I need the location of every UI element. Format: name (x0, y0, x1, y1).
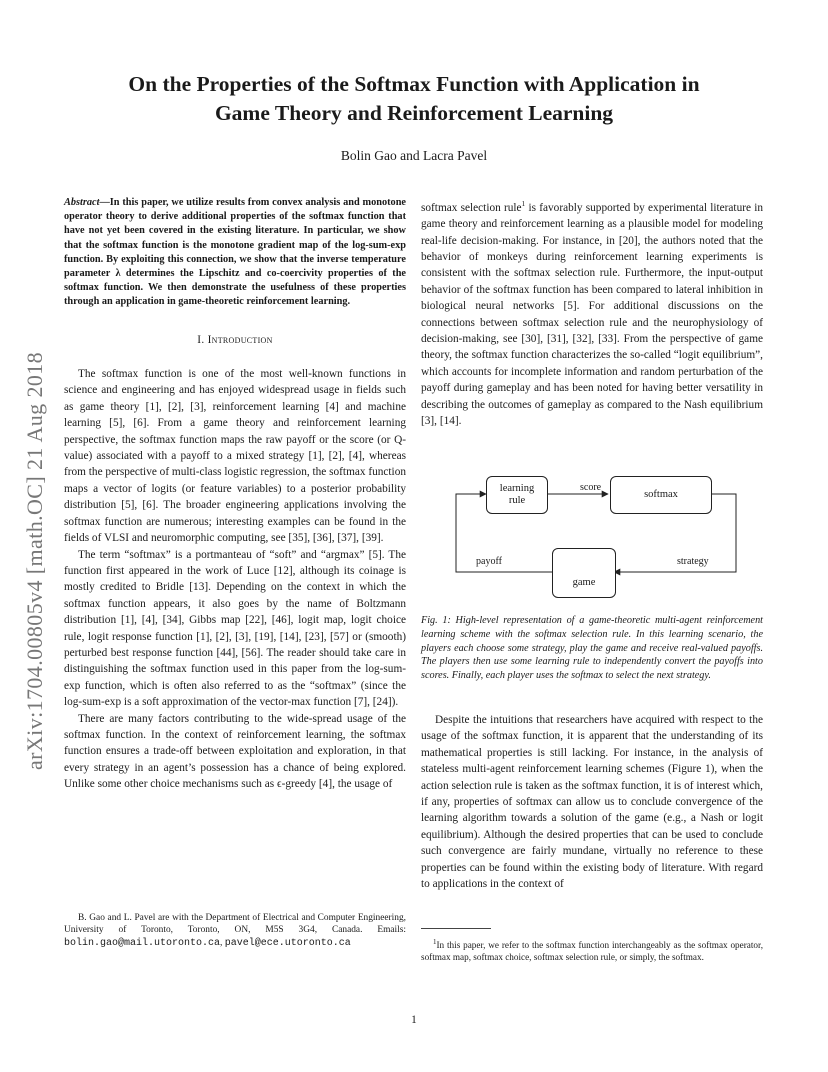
right-column-lower (421, 712, 763, 892)
authors: Bolin Gao and Lacra Pavel (340, 148, 488, 163)
email-separator: , (220, 937, 225, 948)
softmax-box: softmax (610, 476, 712, 514)
page-number: 1 (411, 1014, 417, 1026)
right-paragraph: Despite the intuitions that researchers have acquired with respect to the usage of the softmax function, it is apparent that the understanding of its mathematical properties is still lacking. For instance, in the analysis of stateless multi-agent reinforcement learning schemes (Figure 1), when the action selection rule is taken as the softmax function, it is of interest which, if any, properties of softmax can allow us to conclude convergence of the learning algorithm towards a solution of the game (e.g., a Nash or logit equilibrium). Although the desired properties that can be used to conclude such convergence are fairly mundane, virtually no reference to these properties can be found within the existing body of literature. With regard to applications in the context of (421, 714, 763, 891)
learning-rule-box (486, 476, 548, 514)
title-line-1: On the Properties of the Softmax Function with Application in (128, 72, 700, 96)
right-paragraph (421, 196, 763, 429)
footnote-mark[interactable]: 1 (521, 199, 526, 208)
learning-rule-line-1: learning (499, 483, 535, 494)
abstract (64, 196, 406, 310)
intro-paragraph: There are many factors contributing to the wide-spread usage of the softmax function. In the context of reinforcement learning, the softmax function ensures a trade-off between exploitation and exploration, in that every strategy in an agent’s possession has a chance of being explored. Unlike some other choice mechanisms such as ϵ-greedy [4], the usage of (64, 712, 406, 791)
learning-rule-line-2: rule (508, 495, 526, 506)
arxiv-identifier-stamp: arXiv:1704.00805v4 [math.OC] 21 Aug 2018 (22, 351, 47, 770)
intro-paragraph: The softmax function is one of the most well-known functions in science and engineering and has enjoyed widespread usage in fields such as game theory [1], [2], [3], reinforcement learning [4] and machine learning [5], [6]. From a game theory and reinforcement learning perspective, the softmax function maps the raw payoff or the score (or Q-value) associated with a payoff to a mixed strategy [1], [2], [4], whereas from the perspective of multi-class logistic regression, the softmax function maps a vector of logits (or feature variables) to a posterior probability distribution [5], [6]. The broader engineering applications involving the softmax function are numerous; interesting examples can be found in the fields of VLSI and neuromorphic computing, see [35], [36], [37], [39]. (64, 368, 406, 545)
section-title: Introduction (207, 333, 273, 346)
title-line-2: Game Theory and Reinforcement Learning (214, 101, 614, 125)
score-label: score (580, 482, 602, 493)
section-numeral: I. (197, 333, 208, 346)
right-text-start: softmax selection rule (421, 201, 522, 214)
footnote-number: 1 (433, 938, 437, 946)
game-label: game (572, 577, 596, 588)
section-heading-introduction (64, 332, 406, 348)
strategy-label: strategy (677, 556, 709, 567)
abstract-text: —In this paper, we utilize results from convex analysis and monotone operator theory to derive additional properties of the softmax function that have not yet been covered in the existing literature. In particular, we show that the softmax function is the monotone gradient map of the log-sum-exp function. By exploiting this connection, we show that the inverse temperature parameter λ determines the Lipschitz and co-coercivity properties of the softmax function. We then demonstrate the usefulness of these properties through an application in game-theoretic reinforcement learning. (64, 197, 406, 308)
paper-title (60, 70, 768, 128)
abstract-label: Abstract (64, 197, 100, 208)
payoff-label: payoff (476, 556, 502, 567)
email-link[interactable]: bolin.gao@mail.utoronto.ca (64, 937, 221, 949)
right-text-rest: is favorably supported by experimental literature in game theory and reinforcement learning as a plausible model for modeling real-life decision-making. For instance, in [20], the authors noted that the behavior of monkeys during reinforcement learning experiments is consistent with the softmax selection rule. Furthermore, the input-output behavior of the softmax function has been compared to lateral inhibition in biological neural networks [5]. For additional discussions on the connections between softmax selection rule and the neurophysiology of decision-making, see [30], [31], [32], [33]. From the perspective of game theory, the softmax function characterizes the so-called “logit equilibrium”, which accounts for incomplete information and random perturbation of the payoff during gameplay and has been noted for having better versatility in describing the outcomes of gameplay as compared to the Nash equilibrium [3], [14]. (421, 201, 763, 428)
email-link[interactable]: pavel@ece.utoronto.ca (224, 937, 351, 949)
figure-1-diagram (436, 462, 756, 602)
author-affiliation-footnote (64, 912, 406, 950)
left-column (64, 196, 406, 793)
affiliation-text: B. Gao and L. Pavel are with the Department of Electrical and Computer Engineering, University of Toronto, Toronto, ON, M5S 3G4, Canada. Emails: (64, 913, 406, 936)
intro-paragraph: The term “softmax” is a portmanteau of “soft” and “argmax” [5]. The function first appeared in the work of Luce [12], although its coinage is mostly credited to Bridle [13]. Depending on the context in which the softmax function appears, it also goes by the name of Boltzmann distribution [1], [4], [34], Gibbs map [22], [46], logit map, logit choice rule, logit response function [1], [2], [3], [19], [14], [23], [57] or (smooth) perturbed best response function [44], [56]. The reader should take care in distinguishing the softmax function used in this paper from the log-sum-exp function, which is often also referred to as the “softmax” (since the log-sum-exp is a soft approximation of the vector-max function [7], [24]). (64, 548, 406, 709)
footnote-text: In this paper, we refer to the softmax function interchangeably as the softmax operator, softmax map, softmax choice, softmax selection rule, or simply, the softmax. (421, 940, 763, 963)
figure-1-caption: Fig. 1: High-level representation of a game-theoretic multi-agent reinforcement learning scheme with the softmax selection rule. In this learning scenario, the players each choose some strategy, play the game and receive real-valued payoffs. The players then use some learning rule to independently convert the payoffs into scores. Finally, each player uses the softmax to select the next strategy. (421, 615, 763, 682)
right-column-top (421, 196, 763, 429)
game-box (552, 548, 616, 598)
footnote-rule (421, 928, 491, 929)
softmax-footnote (421, 936, 763, 963)
